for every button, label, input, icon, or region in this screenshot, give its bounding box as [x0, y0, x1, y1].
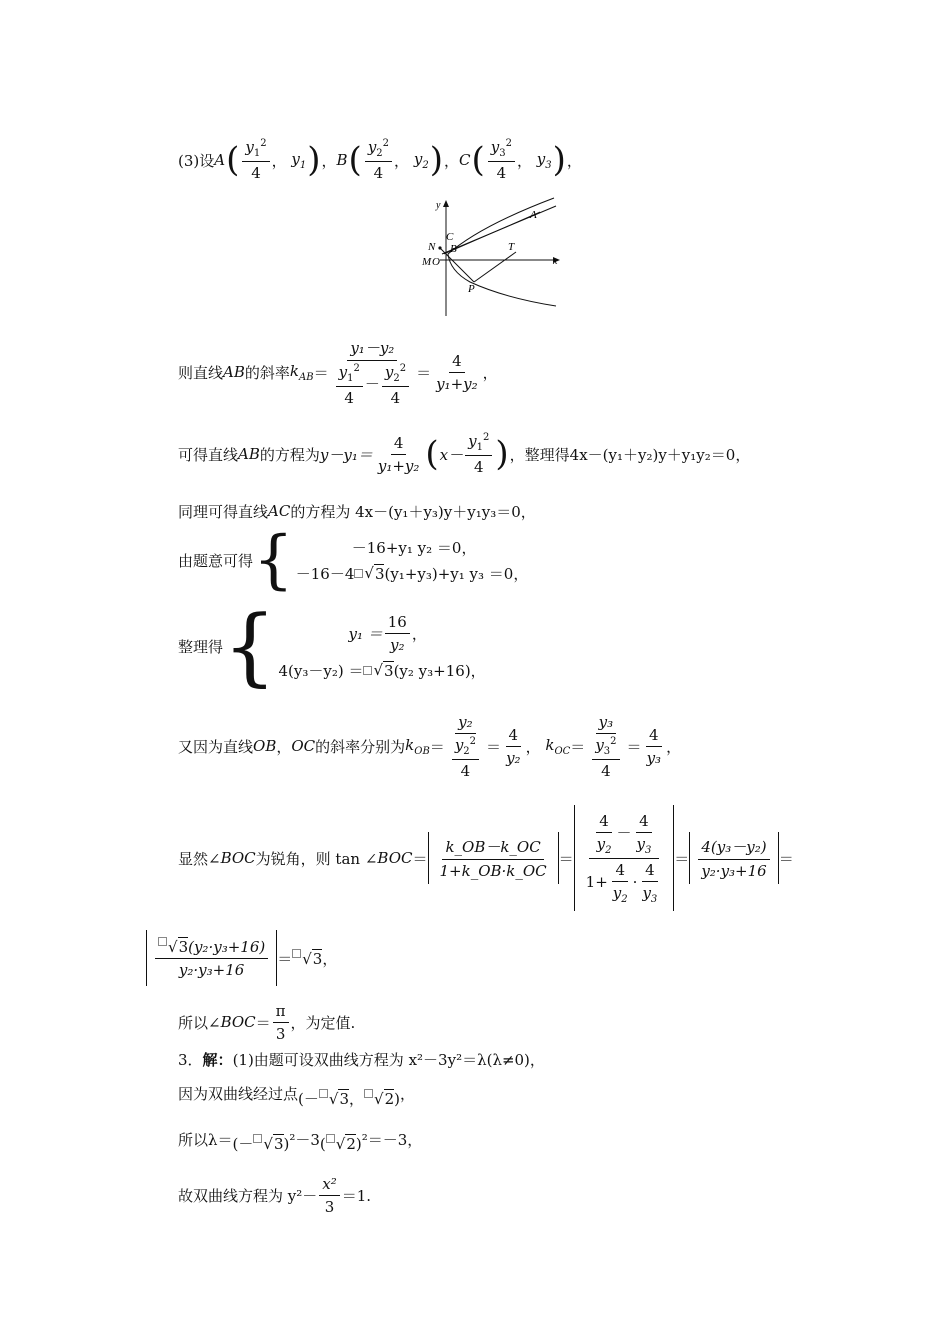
sys2-row2: 4(y₃－y₂) ＝ √ 3 (y₂ y₃+16)， [278, 661, 486, 680]
sys2-line [178, 597, 486, 695]
p3-lead: (3)设 [178, 151, 215, 170]
eq-sign3: ＝ [570, 737, 586, 756]
q3-line [178, 1048, 545, 1070]
comma: ， [394, 151, 410, 170]
eq-sign2: ＝ [416, 363, 432, 382]
sep: ， [321, 151, 337, 170]
eq-ab-frac: $\frac{4}{\text{y₁+y₂}}$ [377, 433, 420, 475]
slopes-mid: 的斜率分别为 [315, 737, 406, 756]
label-o: O [432, 256, 440, 268]
line-pt [474, 252, 516, 282]
eq-ab-tail-lead: ，整理得 [509, 445, 570, 464]
k-ob: $k_{OB}$ [405, 735, 430, 757]
slopes-lead: 又因为直线 [178, 737, 254, 756]
y-arrow [443, 200, 449, 207]
paren-close: ) [307, 140, 321, 180]
label-n: N [428, 241, 436, 253]
end-comma: ， [399, 1084, 415, 1103]
sep: ， [443, 151, 459, 170]
abs-2: $\frac{4}{y_2}$ － $\frac{4}{y_3}$ 1+ $\frac{4}{y_2}$ · $\frac{4}{y_3}$ [574, 805, 675, 911]
paren-open: ( [348, 140, 362, 180]
point-c-label: C [458, 151, 471, 169]
q3-l3: 所以λ＝ [178, 1130, 233, 1149]
q3-l3b: ²－3 [289, 1130, 320, 1149]
comma: ， [271, 151, 287, 170]
y1: $y_1$ [286, 149, 307, 171]
tan2-result: √3 [292, 949, 322, 968]
eq-ac-rest: 的方程为 4x－(y₁＋y₃)y＋y₁y₃＝0， [290, 502, 536, 521]
sys2-lead: 整理得 [178, 637, 224, 656]
k-ab: $k_{AB}$ [289, 361, 314, 383]
brace: { [223, 597, 277, 695]
parabola [448, 198, 556, 306]
eq-ab-lead: 可得直线 [178, 445, 239, 464]
q3-point: (－ √3， √2) [298, 1089, 400, 1108]
slope-ab-rhs: $\frac{4}{\text{y₁+y₂}}$ [436, 351, 478, 393]
y3: $y_3$ [531, 149, 552, 171]
sys1-line [178, 523, 529, 597]
q3-text: (1)由题可设双曲线方程为 x²－3y²＝λ(λ≠0)， [232, 1050, 545, 1069]
conclusion-lead: 所以∠ [178, 1013, 221, 1032]
comma: ， [516, 151, 532, 170]
q3-lambda-expr2: ( √2) [319, 1134, 362, 1153]
eq-sign: ＝ [429, 737, 445, 756]
sys2 [278, 609, 485, 683]
eq-ab-lhs: y－y₁＝ [319, 445, 373, 464]
boc-label: BOC [220, 849, 256, 867]
slope-ab-frac: y₁－y₂ $\frac{y_1^2}{4}$ － $\frac{y_2^2}{4}$ [331, 337, 414, 407]
eq-sign2: ＝ [486, 737, 502, 756]
slope-ab-lead: 则直线 [178, 363, 224, 382]
kob-frac: $\frac{\text{y₂}}{\frac{y_2^2}{4}}$ [447, 713, 484, 780]
eq-ab-mid: 的方程为 [259, 445, 320, 464]
label-p: P [468, 283, 475, 295]
eq-ab-x: x－ [439, 445, 464, 464]
oc-label: OC [291, 737, 316, 755]
eq-ab-frac2: $\frac{y_1^2}{4}$ [465, 432, 492, 476]
ac-label: AC [268, 502, 291, 520]
paren-close: ) [429, 140, 443, 180]
eq-sign: ＝ [313, 363, 329, 382]
paren-open: ( [425, 434, 439, 474]
conclusion-end: ，为定值. [290, 1013, 356, 1032]
ob-label: OB [253, 737, 277, 755]
tan-lead: 显然∠ [178, 849, 221, 868]
sys1-lead: 由题意可得 [178, 551, 254, 570]
sys1-row2: －16－4 √ 3 (y₁+y₃)+y₁ y₃ ＝0， [295, 564, 529, 583]
pi-frac: $\frac{\pi}{3}$ [273, 1002, 289, 1043]
frac-y2sq: $\frac{y_2^2}{4}$ [365, 138, 392, 182]
q3-l3c: ²＝－3， [361, 1130, 423, 1149]
y2: $y_2$ [409, 149, 429, 171]
eq-ac-lead: 同理可得直线 [178, 502, 269, 521]
label-x: x [553, 256, 558, 267]
eq-sign3: ＝ [674, 849, 690, 868]
eq-sign2: ＝ [558, 849, 574, 868]
line-ac [444, 212, 540, 254]
comma: ， [525, 737, 546, 756]
q3-l4: 故双曲线方程为 y²－ [178, 1186, 318, 1205]
q3-l4end: ＝1. [341, 1186, 372, 1205]
q3-number: 3． [178, 1050, 203, 1069]
conclusion-line [178, 1000, 355, 1044]
paren-open: ( [226, 140, 240, 180]
label-c: C [446, 231, 454, 243]
q3-line3 [178, 1124, 422, 1154]
q3-lambda-expr: (－ √3) [232, 1134, 290, 1153]
boc-label: BOC [220, 1013, 256, 1031]
boc-label: BOC [377, 849, 413, 867]
eq-sign: ＝ [412, 849, 428, 868]
label-m: M [422, 256, 432, 268]
abs-3: $\frac{\text{4(y₃－y₂)}}{\text{y₂·y₃+16}}$ [689, 832, 778, 884]
eq-sign: ＝ [255, 1013, 271, 1032]
line-pn [440, 248, 474, 282]
eq-sign4: ＝ [778, 849, 794, 868]
tan-line [178, 804, 794, 912]
kob-rhs: $\frac{4}{\text{y₂}}$ [506, 725, 521, 767]
p3-line [178, 130, 582, 190]
eq-sign4: ＝ [626, 737, 642, 756]
sys1-row1: －16+y₁ y₂ ＝0， [351, 538, 477, 557]
end-comma: ， [322, 949, 338, 968]
slope-ab-line [178, 334, 498, 410]
paren-close: ) [552, 140, 566, 180]
k-oc: $k_{OC}$ [545, 735, 571, 757]
end-comma: ， [666, 737, 682, 756]
slope-ab-mid: 的斜率 [244, 363, 290, 382]
eq-ab-line [178, 428, 750, 480]
ab-label: AB [238, 445, 260, 463]
frac-y1sq: $\frac{y_1^2}{4}$ [242, 138, 269, 182]
q3-frac: $\frac{\text{x²}}{3}$ [319, 1175, 339, 1216]
label-b: B [450, 243, 457, 255]
brace: { [253, 523, 294, 597]
label-t: T [508, 241, 515, 253]
label-y: y [436, 200, 441, 211]
slopes-line [178, 706, 681, 786]
point-b-label: B [336, 151, 348, 169]
end-comma: ， [566, 151, 582, 170]
tan-mid: 为锐角，则 tan ∠ [255, 849, 378, 868]
paren-close: ) [495, 434, 509, 474]
q3-jie: 解： [202, 1050, 233, 1069]
end-comma: ， [482, 363, 498, 382]
parabola-figure [420, 196, 570, 320]
sys1 [296, 534, 529, 586]
koc-frac: $\frac{\text{y₃}}{\frac{y_3^2}{4}}$ [587, 713, 624, 780]
eq-ab-tail: 4x－(y₁＋y₂)y＋y₁y₂＝0， [569, 445, 751, 464]
label-a: A [530, 209, 537, 221]
tan2-line [146, 928, 337, 988]
eq-ac-line [178, 500, 536, 522]
paren-open: ( [471, 140, 485, 180]
koc-rhs: $\frac{4}{\text{y₃}}$ [646, 725, 662, 767]
sys2-row1: y₁ ＝ $\frac{16}{\text{y₂}}$ ， [348, 612, 427, 654]
eq-sign: ＝ [277, 949, 293, 968]
sep: ， [276, 737, 292, 756]
ab-label: AB [223, 363, 245, 381]
point-n [438, 246, 441, 249]
q3-line2 [178, 1078, 415, 1108]
q3-l2: 因为双曲线经过点 [178, 1084, 299, 1103]
point-a-label: A [214, 151, 226, 169]
q3-line4 [178, 1172, 371, 1218]
abs-1: $\frac{k\_OB-k\_OC}{1+k\_OB\cdot k\_OC}$ [428, 832, 559, 884]
abs-4: $\frac{\text{√3(y₂·y₃+16)}}{\text{y₂·y₃+16}}$ [146, 930, 277, 986]
frac-y3sq: $\frac{y_3^2}{4}$ [488, 138, 515, 182]
